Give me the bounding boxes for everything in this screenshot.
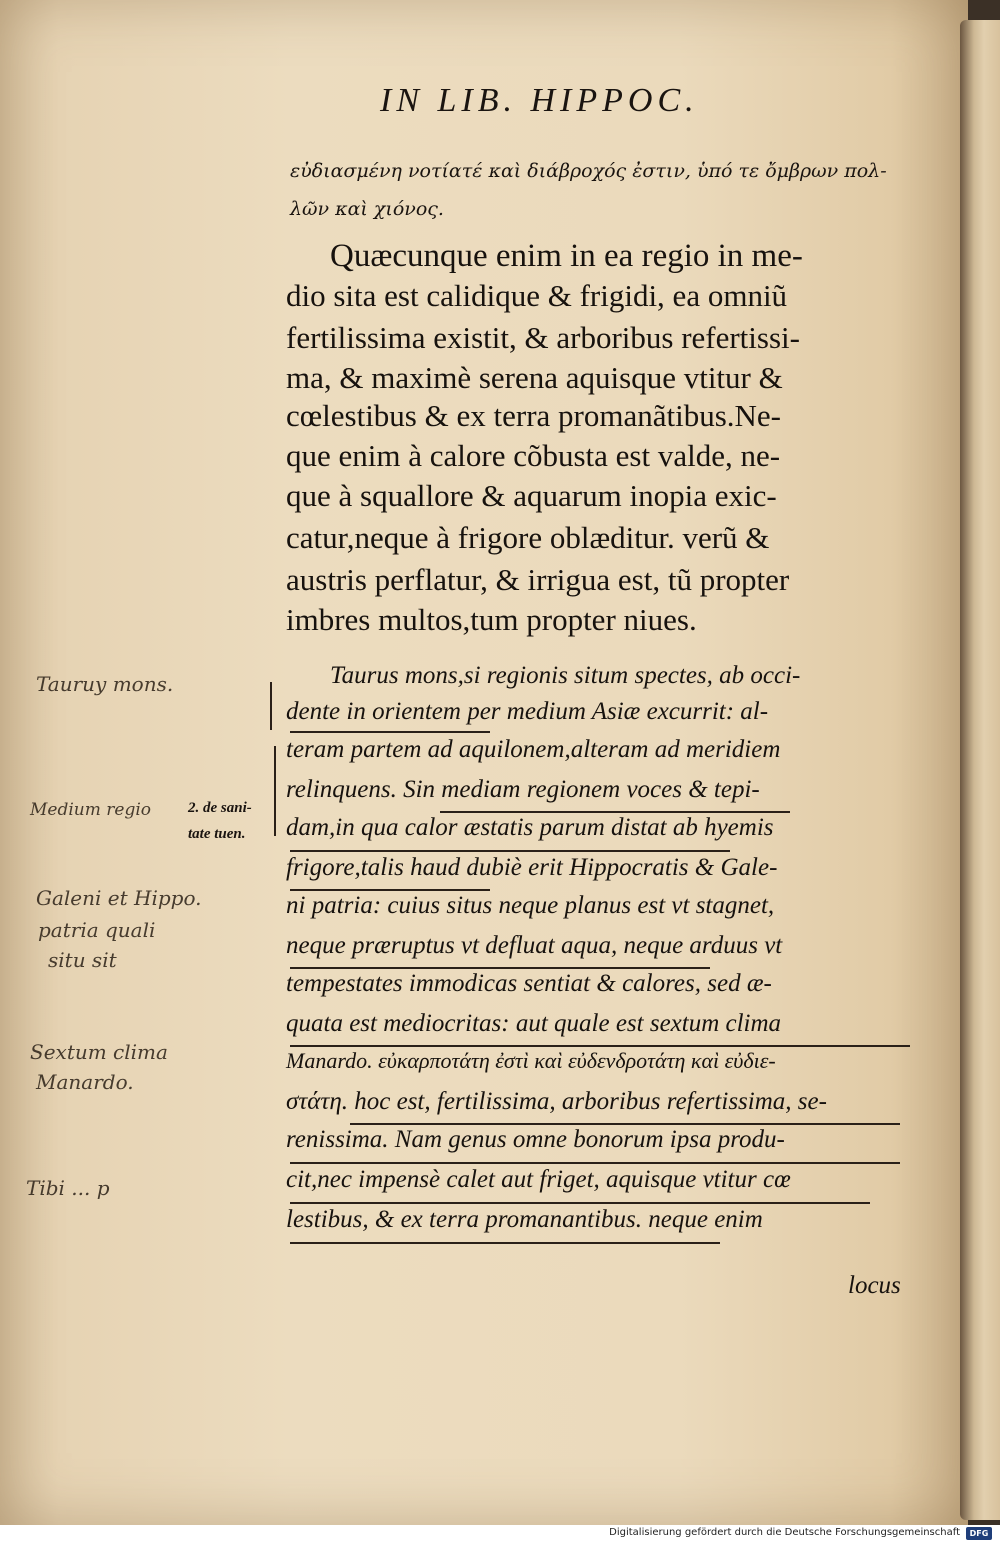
handwritten-note: Tauruy mons. xyxy=(36,672,174,696)
latin-line: fertilissima existit, & arboribus refertissi- xyxy=(286,320,800,355)
latin-line: catur,neque à frigore oblæditur. verũ & xyxy=(286,520,770,555)
handwritten-note: Medium regio xyxy=(30,800,152,820)
latin-line: austris perflatur, & irrigua est, tũ propter xyxy=(286,562,790,597)
margin-reference: 2. de sani- xyxy=(188,800,252,816)
greek-line: εὐδιασμένη νοτίατέ καὶ διάβροχός ἐστιν, ὑπό τε ὄμβρων πολ- xyxy=(290,160,887,182)
dfg-logo: DFG xyxy=(966,1527,992,1540)
commentary-line: teram partem ad aquilonem,alteram ad meridiem xyxy=(286,736,781,763)
ink-underline xyxy=(290,889,490,891)
greek-line: λῶν καὶ χιόνος. xyxy=(290,198,444,220)
latin-line: que à squallore & aquarum inopia exic- xyxy=(286,478,777,513)
latin-line: imbres multos,tum propter niues. xyxy=(286,602,697,637)
commentary-line: lestibus, & ex terra promanantibus. neque enim xyxy=(286,1206,763,1233)
handwritten-note: Manardo. xyxy=(36,1070,134,1094)
ink-underline xyxy=(290,731,490,733)
commentary-line: relinquens. Sin mediam regionem voces & tepi- xyxy=(286,776,760,803)
latin-line: dio sita est calidique & frigidi, ea omniũ xyxy=(286,278,788,313)
ink-bracket xyxy=(270,682,272,730)
handwritten-note: Galeni et Hippo. xyxy=(36,886,202,910)
facing-page-edge xyxy=(960,20,1000,1520)
latin-line: que enim à calore cõbusta est valde, ne- xyxy=(286,438,781,473)
commentary-line: tempestates immodicas sentiat & calores, sed æ- xyxy=(286,970,772,997)
commentary-line: quata est mediocritas: aut quale est sextum clima xyxy=(286,1010,782,1037)
catchword: locus xyxy=(848,1272,901,1299)
commentary-line: ni patria: cuius situs neque planus est vt stagnet, xyxy=(286,892,775,919)
digitization-credit: Digitalisierung gefördert durch die Deutsche Forschungsgemeinschaft xyxy=(609,1527,960,1538)
ink-underline xyxy=(290,1162,900,1164)
ink-underline xyxy=(290,1242,720,1244)
margin-reference: tate tuen. xyxy=(188,826,246,842)
ink-bracket xyxy=(274,746,276,836)
running-title: IN LIB. HIPPOC. xyxy=(380,82,699,119)
ink-underline xyxy=(290,1045,910,1047)
ink-underline xyxy=(290,850,730,852)
ink-underline xyxy=(440,811,790,813)
ink-underline xyxy=(290,967,710,969)
commentary-line: Taurus mons,si regionis situm spectes, ab occi- xyxy=(330,662,801,689)
ink-underline xyxy=(350,1123,900,1125)
commentary-line: στάτη. hoc est, fertilissima, arboribus refertissima, se- xyxy=(286,1088,827,1115)
latin-line: ma, & maximè serena aquisque vtitur & xyxy=(286,360,783,395)
latin-line: cœlestibus & ex terra promanãtibus.Ne- xyxy=(286,398,781,433)
commentary-line: neque præruptus vt defluat aqua, neque arduus vt xyxy=(286,932,783,959)
ink-underline xyxy=(290,1202,870,1204)
handwritten-note: situ sit xyxy=(48,948,117,972)
handwritten-note: Tibi ... p xyxy=(26,1176,110,1200)
commentary-line: dam,in qua calor æstatis parum distat ab hyemis xyxy=(286,814,774,841)
commentary-line: Manardo. εὐκαρποτάτη ἐστὶ καὶ εὐδενδροτάτη καὶ εὐδιε- xyxy=(286,1048,776,1073)
commentary-line: dente in orientem per medium Asiæ excurrit: al- xyxy=(286,698,769,725)
handwritten-note: Sextum clima xyxy=(30,1040,168,1064)
commentary-line: cit,nec impensè calet aut friget, aquisque vtitur cœ xyxy=(286,1166,791,1193)
commentary-line: renissima. Nam genus omne bonorum ipsa produ- xyxy=(286,1126,785,1153)
latin-line: Quæcunque enim in ea regio in me- xyxy=(330,238,803,274)
commentary-line: frigore,talis haud dubiè erit Hippocratis & Gale- xyxy=(286,854,778,881)
handwritten-note: patria quali xyxy=(38,918,156,942)
